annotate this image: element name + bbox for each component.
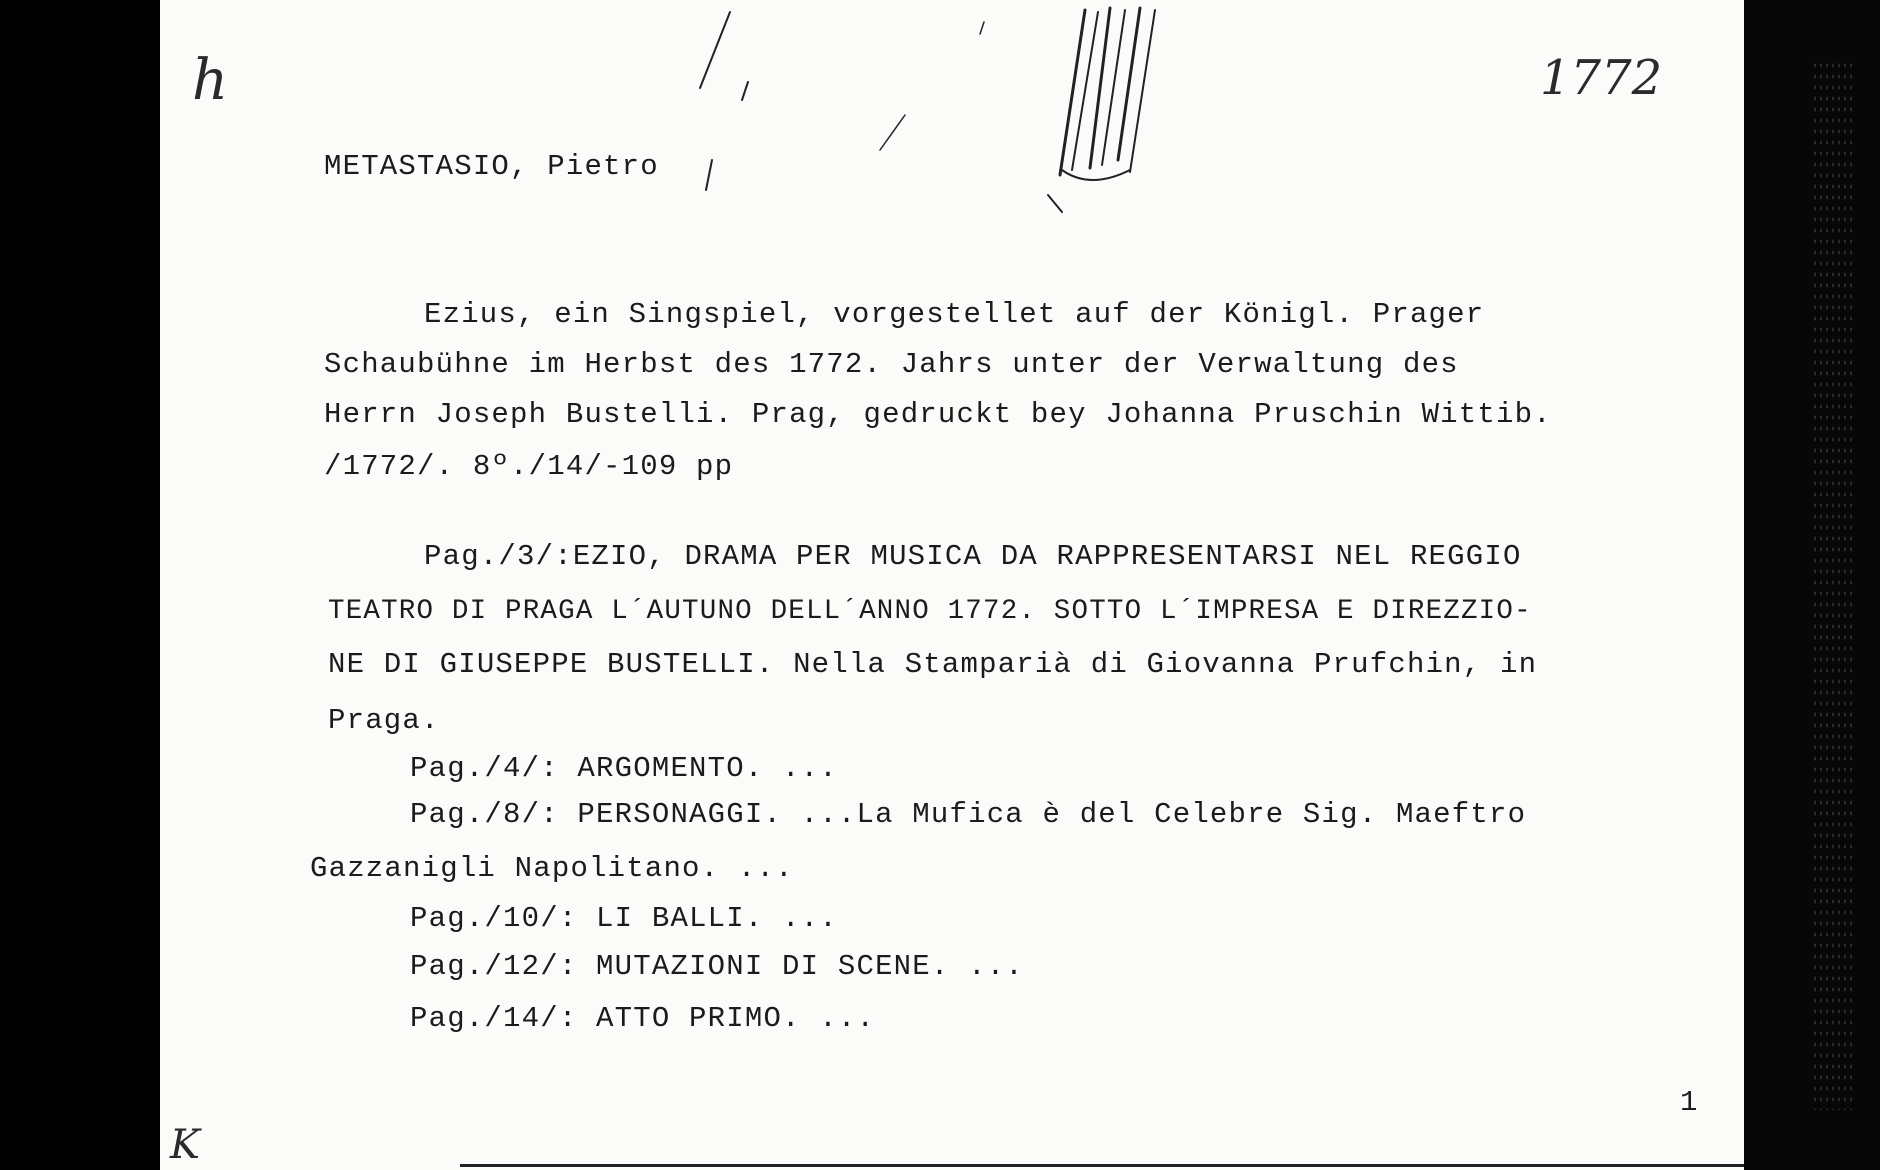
description-line: /1772/. 8º./14/-109 pp xyxy=(324,450,734,483)
contents-item: Pag./4/: ARGOMENTO. ... xyxy=(410,752,838,785)
handwritten-year: 1772 xyxy=(1540,50,1663,106)
description-line: Herrn Joseph Bustelli. Prag, gedruckt bey Johanna Pruschin Wittib. xyxy=(324,398,1552,431)
description-line: Schaubühne im Herbst des 1772. Jahrs unter der Verwaltung des xyxy=(324,348,1459,381)
contents-item: Pag./14/: ATTO PRIMO. ... xyxy=(410,1002,876,1035)
description-line: Ezius, ein Singspiel, vorgestellet auf der Königl. Prager xyxy=(424,298,1485,331)
handwritten-mark-top-left: h xyxy=(192,48,229,113)
contents-item: Pag./12/: MUTAZIONI DI SCENE. ... xyxy=(410,950,1024,983)
handwritten-mark-bottom-left: K xyxy=(170,1122,200,1168)
contents-item: Pag./10/: LI BALLI. ... xyxy=(410,902,838,935)
contents-item: Gazzanigli Napolitano. ... xyxy=(310,852,794,885)
title-page-line: NE DI GIUSEPPE BUSTELLI. Nella Stamparià di Giovanna Prufchin, in xyxy=(328,648,1538,681)
author-heading: METASTASIO, Pietro xyxy=(324,150,659,183)
title-page-line: Pag./3/:EZIO, DRAMA PER MUSICA DA RAPPRESENTARSI NEL REGGIO xyxy=(424,540,1522,573)
title-page-line: Praga. xyxy=(328,704,440,737)
card-number: 1 xyxy=(1680,1086,1699,1119)
contents-item: Pag./8/: PERSONAGGI. ...La Mufica è del Celebre Sig. Maeftro xyxy=(410,798,1527,831)
title-page-line: TEATRO DI PRAGA L´AUTUNO DELL´ANNO 1772. SOTTO L´IMPRESA E DIREZZIO- xyxy=(328,596,1532,627)
